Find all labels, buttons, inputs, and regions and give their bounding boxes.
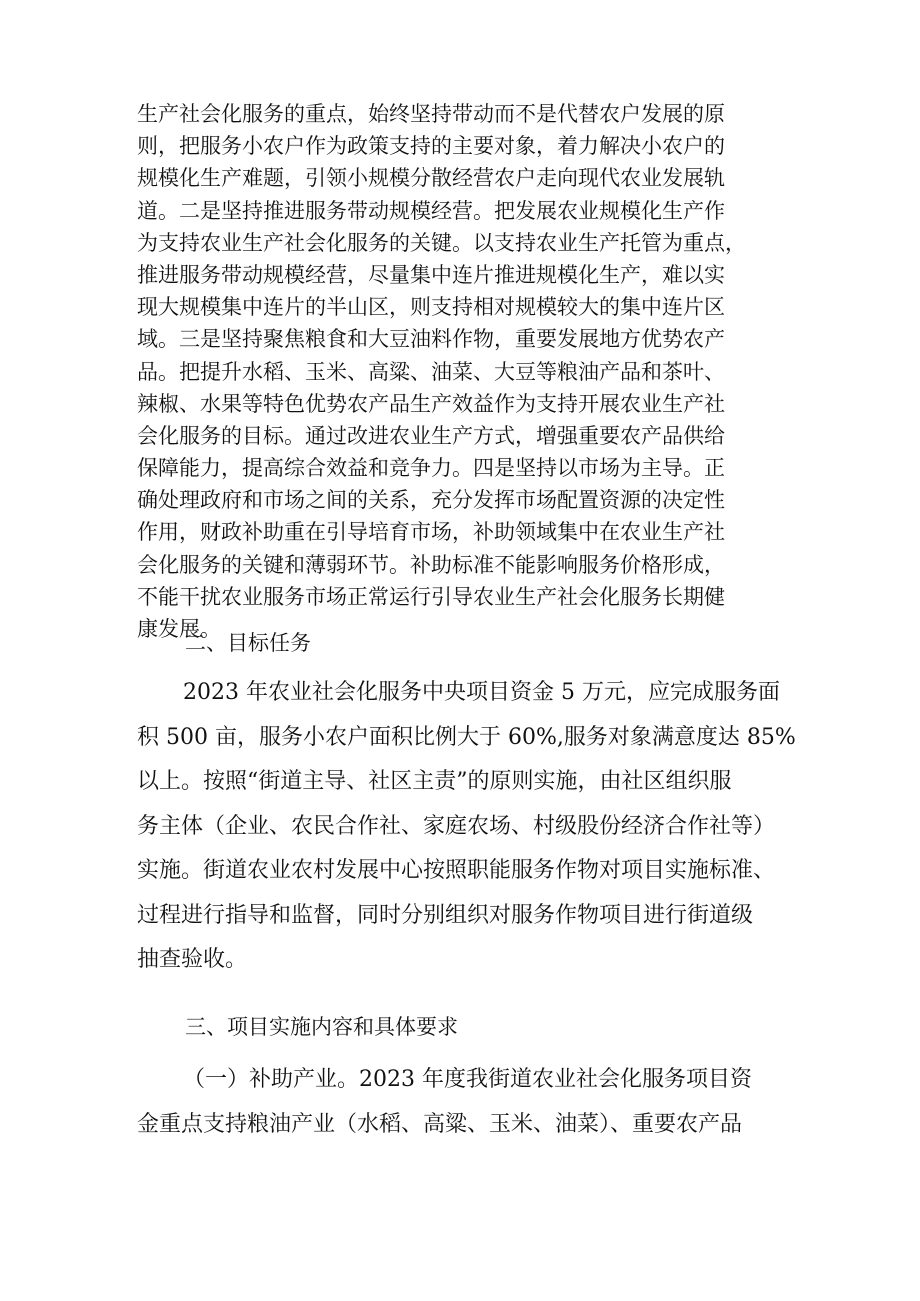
section-heading-3: [185, 1011, 845, 1043]
text-line: 确处理政府和市场之间的关系，充分发挥市场配置资源的决定性: [137, 488, 725, 513]
text-line: 品。把提升水稻、玉米、高粱、油菜、大豆等粮油产品和茶叶、: [137, 359, 725, 384]
text-line: 务主体（企业、农民合作社、家庭农场、村级股份经济合作社等）: [137, 813, 776, 839]
paragraph-2: [137, 671, 797, 983]
text-line: 实施。街道农业农村发展中心按照职能服务作物对项目实施标准、: [137, 858, 776, 883]
text-line: 规模化生产难题，引领小规模分散经营农户走向现代农业发展轨: [137, 166, 725, 191]
text-line: 会化服务的目标。通过改进农业生产方式，增强重要农产品供给: [137, 423, 725, 448]
text-line: 作用，财政补助重在引导培育市场，补助领域集中在农业生产社: [137, 520, 725, 545]
text-line: 现大规模集中连片的半山区，则支持相对规模较大的集中连片区: [137, 295, 725, 320]
text-line: 不能干扰农业服务市场正常运行引导农业生产社会化服务长期健: [137, 584, 725, 609]
paragraph-3: [137, 1058, 797, 1147]
text-line: 生产社会化服务的重点，始终坚持带动而不是代替农户发展的原: [137, 102, 725, 126]
text-line: 域。三是坚持聚焦粮食和大豆油料作物，重要发展地方优势农产: [137, 327, 725, 352]
text-line: 会化服务的关键和薄弱环节。补助标准不能影响服务价格形成，: [137, 552, 725, 577]
section-heading-2: [185, 627, 845, 659]
text-line: （一）补助产业。2023 年度我街道农业社会化服务项目资: [183, 1067, 752, 1092]
text-line: 辣椒、水果等特色优势农产品生产效益作为支持开展农业生产社: [137, 391, 725, 416]
text-line: 抽查验收。: [137, 947, 248, 972]
text-line: 以上。按照“街道主导、社区主责”的原则实施，由社区组织服: [137, 769, 732, 794]
section-heading-text: 二、目标任务: [185, 631, 311, 655]
text-line: 保障能力，提高综合效益和竞争力。四是坚持以市场为主导。正: [137, 456, 725, 481]
text-line: 金重点支持粮油产业（水稻、高粱、玉米、油菜）、重要农产品: [137, 1111, 743, 1137]
section-heading-text: 三、项目实施内容和具体要求: [185, 1015, 458, 1039]
text-line: 则，把服务小农户作为政策支持的主要对象，着力解决小农户的: [137, 134, 725, 159]
text-line: 积 500 亩，服务小农户面积比例大于 60%,服务对象满意度达 85%: [137, 724, 796, 750]
text-line: 过程进行指导和监督，同时分别组织对服务作物项目进行街道级: [137, 902, 754, 928]
text-line: 推进服务带动规模经营，尽量集中连片推进规模化生产，难以实: [137, 262, 725, 287]
paragraph-1: [137, 98, 797, 645]
text-line: 康发展。: [137, 617, 221, 641]
text-line: 为支持农业生产社会化服务的关键。以支持农业生产托管为重点，: [137, 230, 746, 255]
text-line: 道。二是坚持推进服务带动规模经营。把发展农业规模化生产作: [137, 198, 725, 223]
text-line: 2023 年农业社会化服务中央项目资金 5 万元，应完成服务面: [183, 680, 780, 705]
